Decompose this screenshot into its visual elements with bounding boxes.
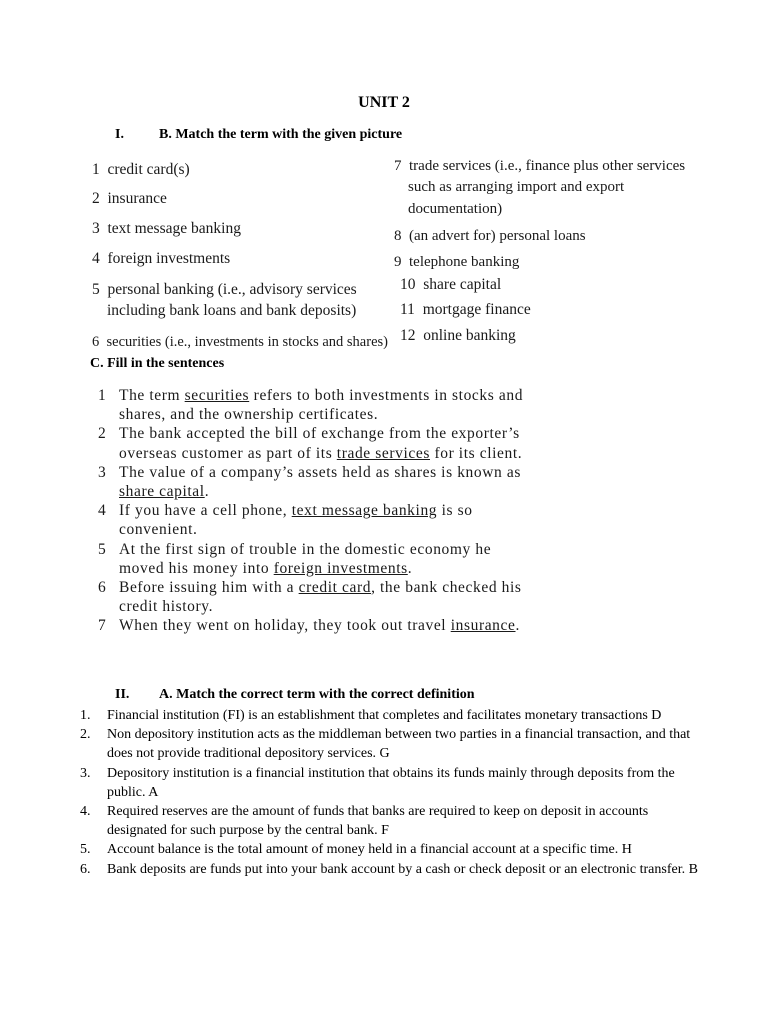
sentence-text: Before issuing him with a: [119, 579, 299, 597]
sentence-text: At the first sign of trouble in the domestic economy he moved his money into: [119, 540, 492, 577]
term-text: trade services (i.e., finance plus other services: [409, 158, 686, 174]
term-text: securities (i.e., investments in stocks and shares): [106, 334, 388, 350]
term-item: [394, 157, 685, 176]
term-text: insurance: [107, 190, 167, 207]
section-2-number: II.: [115, 687, 130, 702]
term-text: (an advert for) personal loans: [409, 228, 586, 244]
sentence-number: 6: [98, 579, 107, 597]
sentence-answer: securities: [184, 387, 250, 404]
term-text: foreign investments: [107, 250, 231, 267]
sentence-item: [98, 501, 528, 539]
sentence-text: The bank accepted the bill of exchange from the exporter’s overseas customer as part of its: [119, 425, 520, 462]
term-number: 3: [92, 220, 100, 237]
sentence-number: 5: [98, 540, 107, 558]
term-number: 12: [400, 327, 416, 344]
term-text: mortgage finance: [422, 301, 531, 318]
sentence-text: , the bank checked his credit history.: [119, 579, 522, 616]
sentence-answer: share capital: [119, 483, 205, 501]
definition-item: [80, 706, 700, 725]
sentence-number: 4: [98, 502, 107, 520]
term-number: 8: [394, 228, 402, 244]
term-item: [394, 227, 586, 246]
definition-number: 6.: [80, 861, 91, 877]
definitions-list: [80, 706, 700, 879]
sentence-text: When they went on holiday, they took out travel: [119, 617, 451, 635]
sentence-answer: foreign investments: [273, 559, 408, 577]
term-text: credit card(s): [107, 161, 190, 178]
fill-sentences-list: [98, 386, 528, 636]
term-number: 2: [92, 190, 100, 207]
term-text: online banking: [423, 327, 516, 344]
term-text: documentation): [408, 201, 503, 217]
sentence-answer: insurance: [450, 617, 516, 635]
term-item: [92, 280, 357, 299]
definition-item: [80, 802, 700, 840]
definition-number: 1.: [80, 708, 91, 723]
definition-item: [80, 840, 700, 859]
sentence-text: refers to both investments in stocks and shares, and the ownership certificates.: [119, 387, 524, 424]
term-item: [400, 275, 501, 294]
sentence-text: The value of a company’s assets held as shares is known as: [119, 463, 521, 481]
term-item-continuation: [408, 178, 624, 197]
term-number: 7: [394, 158, 402, 174]
term-text: share capital: [423, 276, 502, 293]
term-item: [92, 249, 230, 268]
definition-text: Non depository institution acts as the middleman between two parties in a financial transaction, and that does not provide traditional depository services. G: [107, 727, 691, 762]
term-item: [394, 253, 519, 272]
sentence-item: [98, 578, 528, 616]
definition-number: 4.: [80, 804, 91, 820]
page-title: UNIT 2: [358, 94, 410, 111]
term-number: 9: [394, 254, 402, 270]
sentence-item: [98, 616, 528, 635]
sentence-item: [98, 540, 528, 578]
sentence-text: The term: [119, 387, 185, 404]
term-text: text message banking: [107, 220, 241, 237]
term-item: [92, 219, 241, 238]
term-item: [92, 333, 388, 352]
definition-item: [80, 860, 700, 879]
section-1-heading: B. Match the term with the given picture: [159, 127, 403, 142]
term-item: [400, 300, 531, 319]
sentence-number: 2: [98, 425, 107, 443]
definition-number: 2.: [80, 727, 91, 743]
sentence-text: .: [407, 559, 413, 577]
term-text: such as arranging import and export: [408, 179, 625, 195]
definition-number: 5.: [80, 842, 91, 858]
sentence-answer: text message banking: [291, 502, 438, 520]
definition-item: [80, 725, 700, 763]
term-item: [92, 189, 167, 208]
definition-text: Depository institution is a financial institution that obtains its funds mainly through deposits from the public. A: [107, 765, 675, 800]
sentence-number: 1: [98, 387, 107, 404]
definition-text: Bank deposits are funds put into your bank account by a cash or check deposit or an electronic transfer. B: [107, 861, 698, 877]
term-number: 4: [92, 250, 100, 267]
term-item: [92, 160, 190, 179]
section-2-heading: A. Match the correct term with the correct definition: [159, 687, 475, 702]
term-number: 6: [92, 334, 100, 350]
term-text: personal banking (i.e., advisory services: [107, 281, 357, 298]
sentence-text: for its client.: [429, 444, 523, 462]
sentence-text: .: [515, 617, 520, 635]
sentence-item: [98, 386, 528, 424]
term-number: 5: [92, 281, 100, 298]
sentence-answer: credit card: [298, 579, 372, 597]
definition-text: Financial institution (FI) is an establishment that completes and facilitates monetary transactions D: [107, 708, 662, 723]
definition-text: Required reserves are the amount of funds that banks are required to keep on deposit in accounts designated for such purpose by the central bank. F: [107, 804, 649, 839]
term-text: including bank loans and bank deposits): [107, 302, 357, 319]
section-c-heading: C. Fill in the sentences: [90, 356, 225, 371]
definition-number: 3.: [80, 765, 91, 781]
term-item-continuation: [408, 200, 502, 219]
sentence-answer: trade services: [336, 444, 430, 462]
sentence-item: [98, 463, 528, 501]
definition-item: [80, 764, 700, 802]
section-1-number: I.: [115, 127, 124, 142]
term-number: 11: [400, 301, 415, 318]
term-number: 10: [400, 276, 416, 293]
term-text: telephone banking: [409, 254, 520, 270]
sentence-number: 3: [98, 463, 107, 481]
term-item-continuation: [107, 301, 356, 320]
term-item: [400, 326, 516, 345]
sentence-text: .: [204, 483, 210, 501]
definition-text: Account balance is the total amount of money held in a financial account at a specific time. H: [107, 842, 632, 858]
sentence-text: is so convenient.: [119, 502, 473, 539]
sentence-item: [98, 424, 528, 462]
sentence-text: If you have a cell phone,: [119, 502, 292, 520]
sentence-number: 7: [98, 617, 107, 635]
term-number: 1: [92, 161, 100, 178]
